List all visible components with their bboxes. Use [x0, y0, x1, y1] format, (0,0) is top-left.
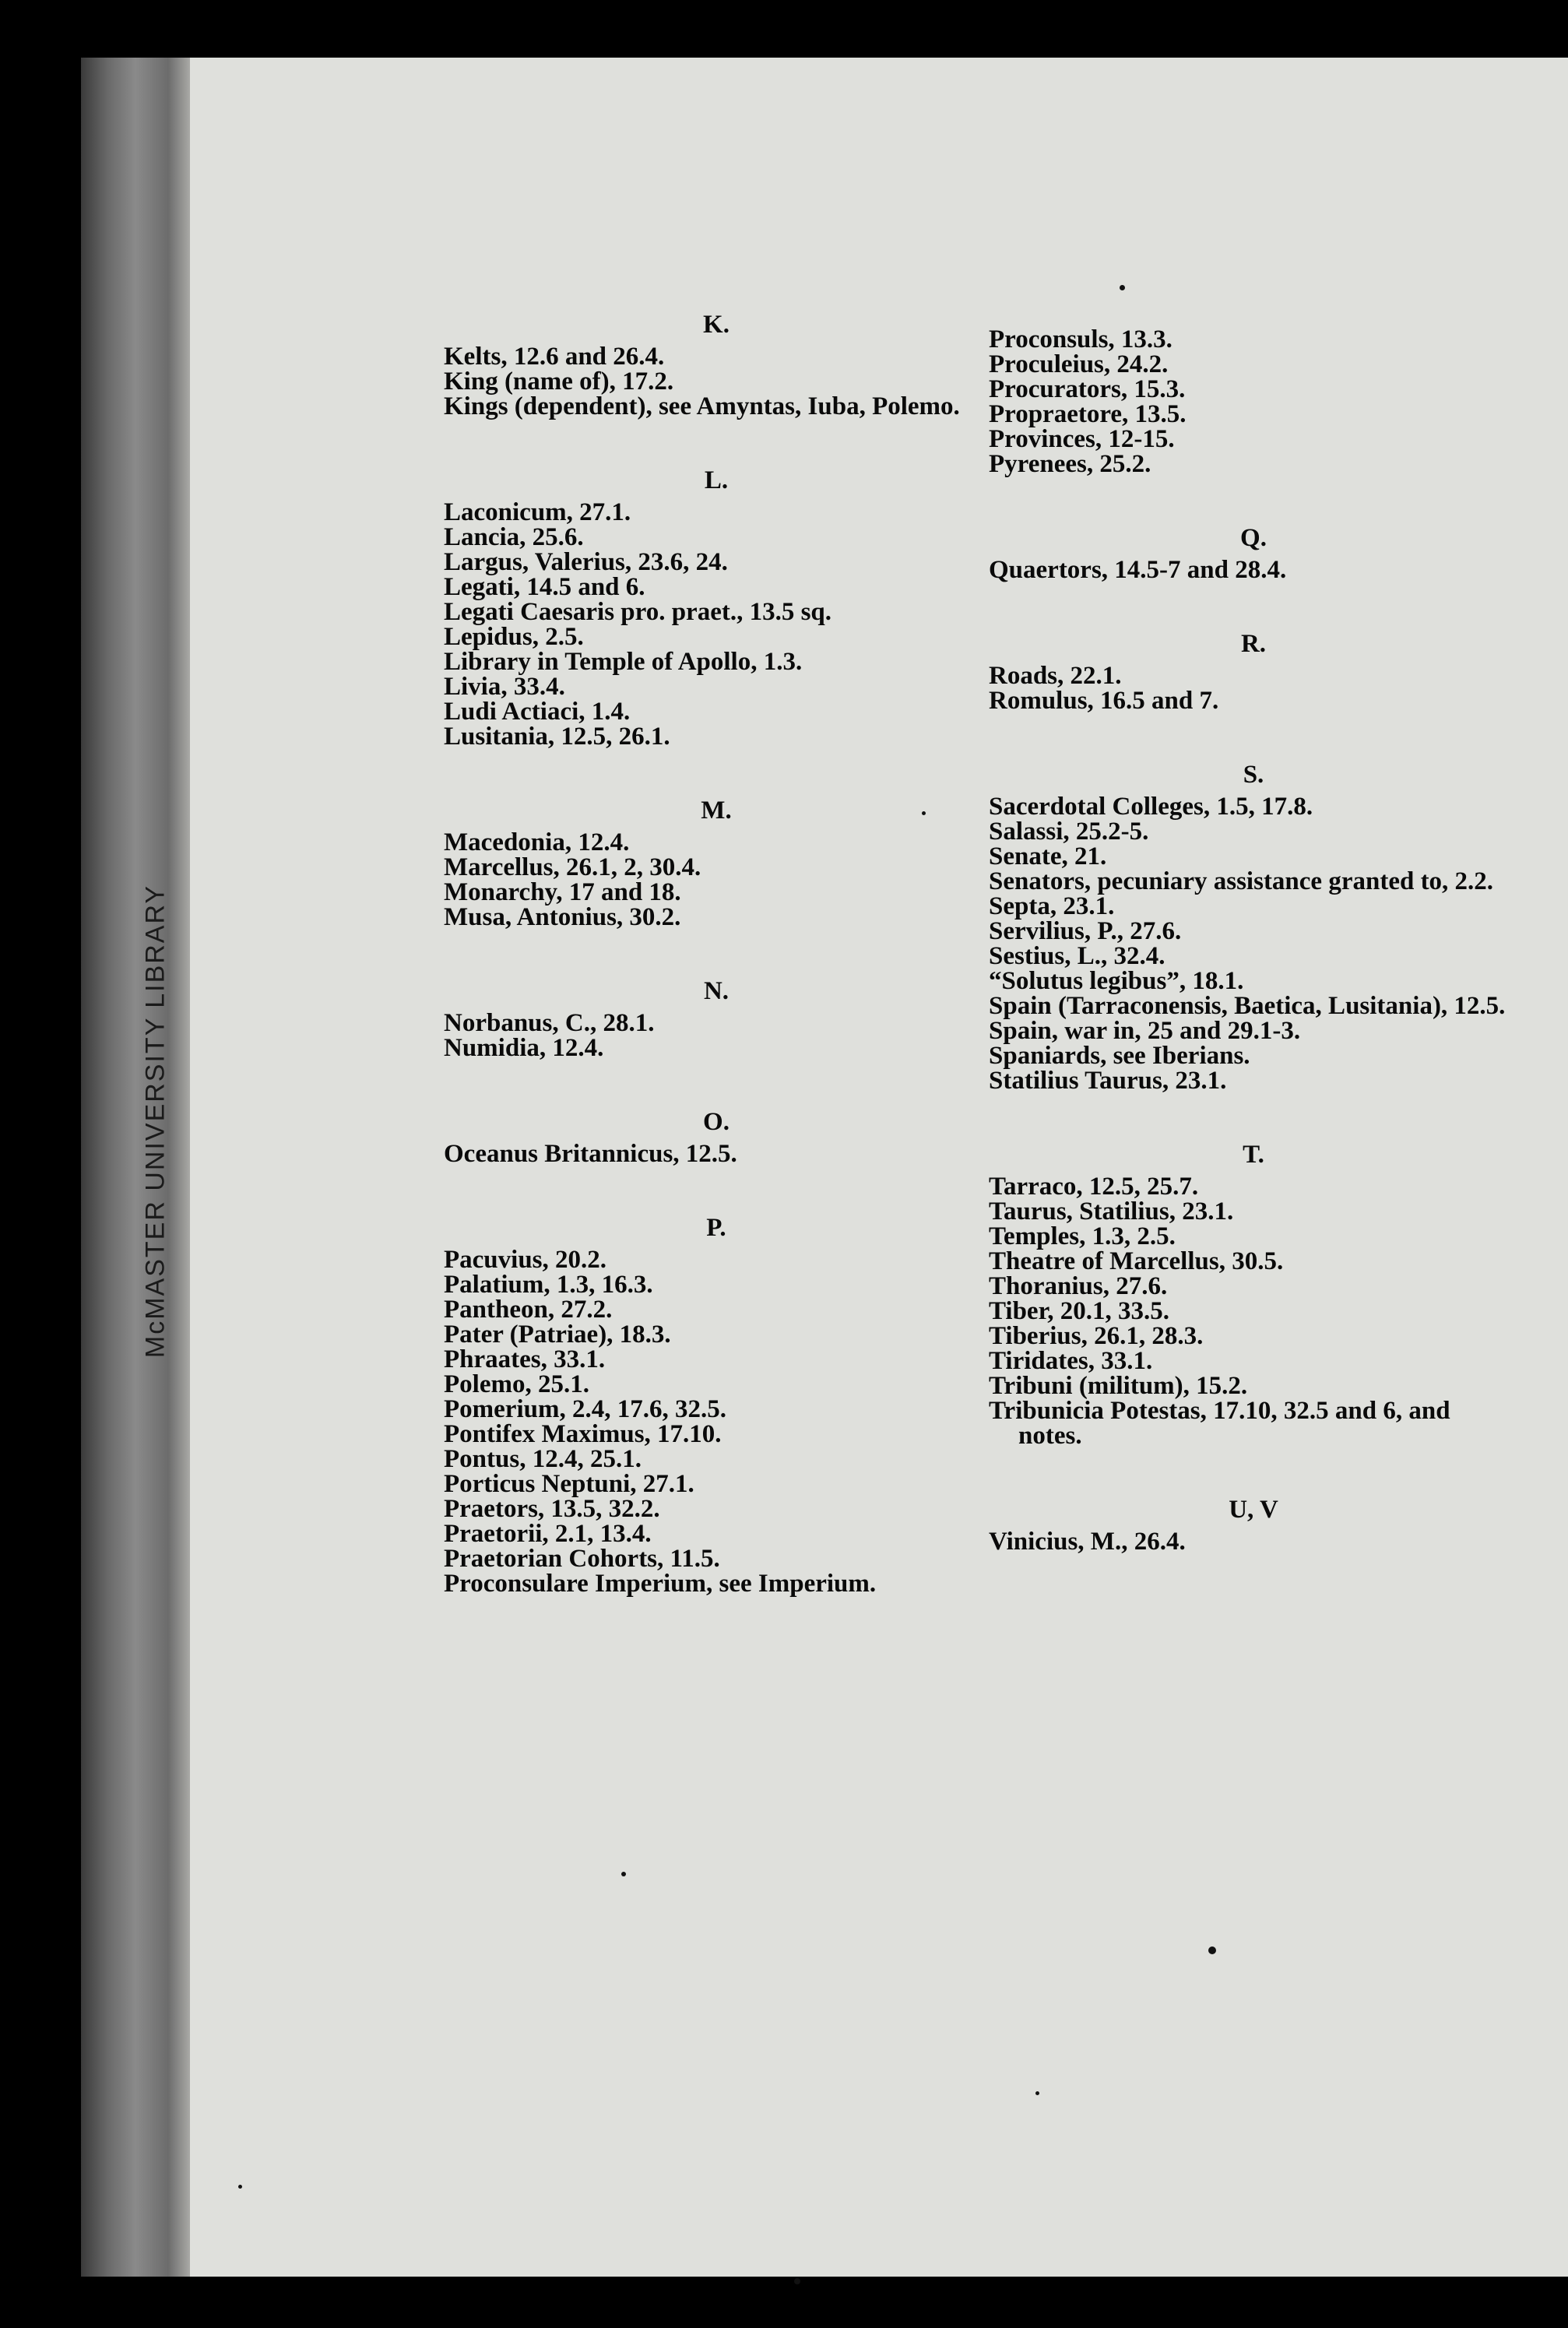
- index-entry: Servilius, P., 27.6.: [989, 917, 1182, 945]
- index-entry: Tiridates, 33.1.: [989, 1347, 1153, 1375]
- index-entry: Macedonia, 12.4.: [444, 828, 630, 856]
- section-gap: [989, 713, 1518, 761]
- index-entry: Marcellus, 26.1, 2, 30.4.: [444, 853, 701, 881]
- index-entry: Senators, pecuniary assistance granted to, 2.2.: [989, 867, 1494, 895]
- index-entry: Kelts, 12.6 and 26.4.: [444, 343, 665, 371]
- section-letter: U, V: [1229, 1496, 1278, 1524]
- section-gap: [989, 477, 1518, 525]
- index-entry: Temples, 1.3, 2.5.: [989, 1222, 1176, 1250]
- section-letter: N.: [703, 977, 730, 1005]
- index-entry: Procurators, 15.3.: [989, 375, 1186, 403]
- section-gap: [444, 930, 989, 978]
- index-entry: Praetorii, 2.1, 13.4.: [444, 1520, 652, 1548]
- index-entry: Pyrenees, 25.2.: [989, 450, 1151, 478]
- section-gap: [444, 419, 989, 467]
- index-entry: Pantheon, 27.2.: [444, 1296, 613, 1324]
- index-entry: Propraetore, 13.5.: [989, 400, 1187, 428]
- index-entry: Lancia, 25.6.: [444, 523, 584, 551]
- section-letter: P.: [706, 1214, 726, 1242]
- index-entry: Tarraco, 12.5, 25.7.: [989, 1173, 1199, 1201]
- index-entry: Thoranius, 27.6.: [989, 1272, 1168, 1300]
- index-entry: Spaniards, see Iberians.: [989, 1042, 1250, 1070]
- index-entry: Tribunicia Potestas, 17.10, 32.5 and 6, and notes.: [989, 1397, 1450, 1450]
- index-entry: Ludi Actiaci, 1.4.: [444, 698, 631, 726]
- index-entry: Tiber, 20.1, 33.5.: [989, 1297, 1169, 1325]
- index-entry: Proconsuls, 13.3.: [989, 325, 1172, 353]
- index-entry: Monarchy, 17 and 18.: [444, 878, 681, 906]
- index-entry: Statilius Taurus, 23.1.: [989, 1067, 1227, 1095]
- index-section: [989, 327, 1518, 477]
- index-entry: Kings (dependent), see Amyntas, Iuba, Polemo.: [444, 392, 960, 420]
- index-entry: Provinces, 12-15.: [989, 425, 1175, 453]
- section-letter: L.: [704, 466, 729, 494]
- index-entry: Tiberius, 26.1, 28.3.: [989, 1322, 1204, 1350]
- index-entry: “Solutus legibus”, 18.1.: [989, 967, 1244, 995]
- section-letter: T.: [1243, 1141, 1264, 1169]
- book-binding: [81, 58, 190, 2277]
- index-entry: Pontifex Maximus, 17.10.: [444, 1420, 722, 1448]
- index-entry: Numidia, 12.4.: [444, 1034, 604, 1062]
- index-section: [989, 761, 1518, 1093]
- scan-speck: [1120, 285, 1125, 290]
- scan-speck: [794, 2278, 800, 2284]
- index-entry: Senate, 21.: [989, 842, 1107, 870]
- section-gap: [444, 1166, 989, 1215]
- index-entry: Legati Caesaris pro. praet., 13.5 sq.: [444, 598, 832, 626]
- index-entry: Quaertors, 14.5-7 and 28.4.: [989, 556, 1287, 584]
- section-gap: [989, 1093, 1518, 1141]
- index-entry: Spain (Tarraconensis, Baetica, Lusitania), 12.5.: [989, 992, 1506, 1020]
- index-section: [444, 1215, 989, 1596]
- index-section: [444, 978, 989, 1060]
- index-entry: Pacuvius, 20.2.: [444, 1246, 607, 1274]
- index-entry: Porticus Neptuni, 27.1.: [444, 1470, 694, 1498]
- index-entry: Pomerium, 2.4, 17.6, 32.5.: [444, 1395, 726, 1423]
- index-entry: Theatre of Marcellus, 30.5.: [989, 1247, 1284, 1275]
- index-entry: Septa, 23.1.: [989, 892, 1115, 920]
- index-entry: Salassi, 25.2-5.: [989, 818, 1149, 846]
- library-stamp: McMASTER UNIVERSITY LIBRARY: [140, 884, 171, 1359]
- section-gap: [444, 749, 989, 797]
- index-entry: Pater (Patriae), 18.3.: [444, 1320, 671, 1349]
- section-letter: R.: [1240, 630, 1267, 658]
- index-entry: Roads, 22.1.: [989, 662, 1122, 690]
- index-section: [444, 1109, 989, 1166]
- scan-speck: [922, 811, 926, 815]
- index-section: [989, 1141, 1518, 1448]
- index-entry: Lusitania, 12.5, 26.1.: [444, 723, 670, 751]
- scan-speck: [1035, 2091, 1039, 2095]
- index-entry: Spain, war in, 25 and 29.1-3.: [989, 1017, 1301, 1045]
- index-section: [444, 797, 989, 930]
- index-entry: Livia, 33.4.: [444, 673, 565, 701]
- scan-speck: [238, 2185, 242, 2189]
- section-gap: [989, 1448, 1518, 1496]
- index-entry: Phraates, 33.1.: [444, 1345, 606, 1373]
- index-section: [444, 311, 989, 419]
- index-entry: Laconicum, 27.1.: [444, 498, 631, 526]
- index-section: [989, 525, 1518, 582]
- section-letter: Q.: [1240, 524, 1267, 552]
- section-letter: M.: [701, 797, 732, 825]
- index-entry: King (name of), 17.2.: [444, 367, 674, 396]
- section-gap: [989, 582, 1518, 631]
- index-entry: Proculeius, 24.2.: [989, 350, 1169, 378]
- section-letter: K.: [703, 311, 730, 339]
- index-entry: Legati, 14.5 and 6.: [444, 573, 645, 601]
- index-entry: Norbanus, C., 28.1.: [444, 1009, 655, 1037]
- index-entry: Musa, Antonius, 30.2.: [444, 903, 681, 931]
- scan-speck: [621, 1872, 626, 1876]
- index-entry: Praetorian Cohorts, 11.5.: [444, 1545, 720, 1573]
- index-entry: Pontus, 12.4, 25.1.: [444, 1445, 642, 1473]
- section-gap: [444, 1060, 989, 1109]
- index-entry: Polemo, 25.1.: [444, 1370, 589, 1398]
- index-entry: Largus, Valerius, 23.6, 24.: [444, 548, 728, 576]
- index-entry: Lepidus, 2.5.: [444, 623, 584, 651]
- index-entry: Sestius, L., 32.4.: [989, 942, 1165, 970]
- scan-speck: [1208, 1946, 1216, 1954]
- index-column-left: [444, 311, 989, 1596]
- index-entry: Praetors, 13.5, 32.2.: [444, 1495, 660, 1523]
- index-entry: Vinicius, M., 26.4.: [989, 1528, 1186, 1556]
- index-entry: Tribuni (militum), 15.2.: [989, 1372, 1248, 1400]
- index-entry: Taurus, Statilius, 23.1.: [989, 1197, 1234, 1226]
- index-entry: Proconsulare Imperium, see Imperium.: [444, 1570, 877, 1598]
- index-column-right: [989, 327, 1518, 1554]
- index-entry: Palatium, 1.3, 16.3.: [444, 1271, 653, 1299]
- index-entry: Romulus, 16.5 and 7.: [989, 687, 1219, 715]
- index-section: [444, 467, 989, 749]
- section-letter: O.: [703, 1108, 730, 1136]
- section-letter: S.: [1243, 761, 1264, 789]
- index-section: [989, 1496, 1518, 1554]
- index-section: [989, 631, 1518, 713]
- index-entry: Sacerdotal Colleges, 1.5, 17.8.: [989, 793, 1313, 821]
- index-entry: Oceanus Britannicus, 12.5.: [444, 1140, 737, 1168]
- index-entry: Library in Temple of Apollo, 1.3.: [444, 648, 803, 676]
